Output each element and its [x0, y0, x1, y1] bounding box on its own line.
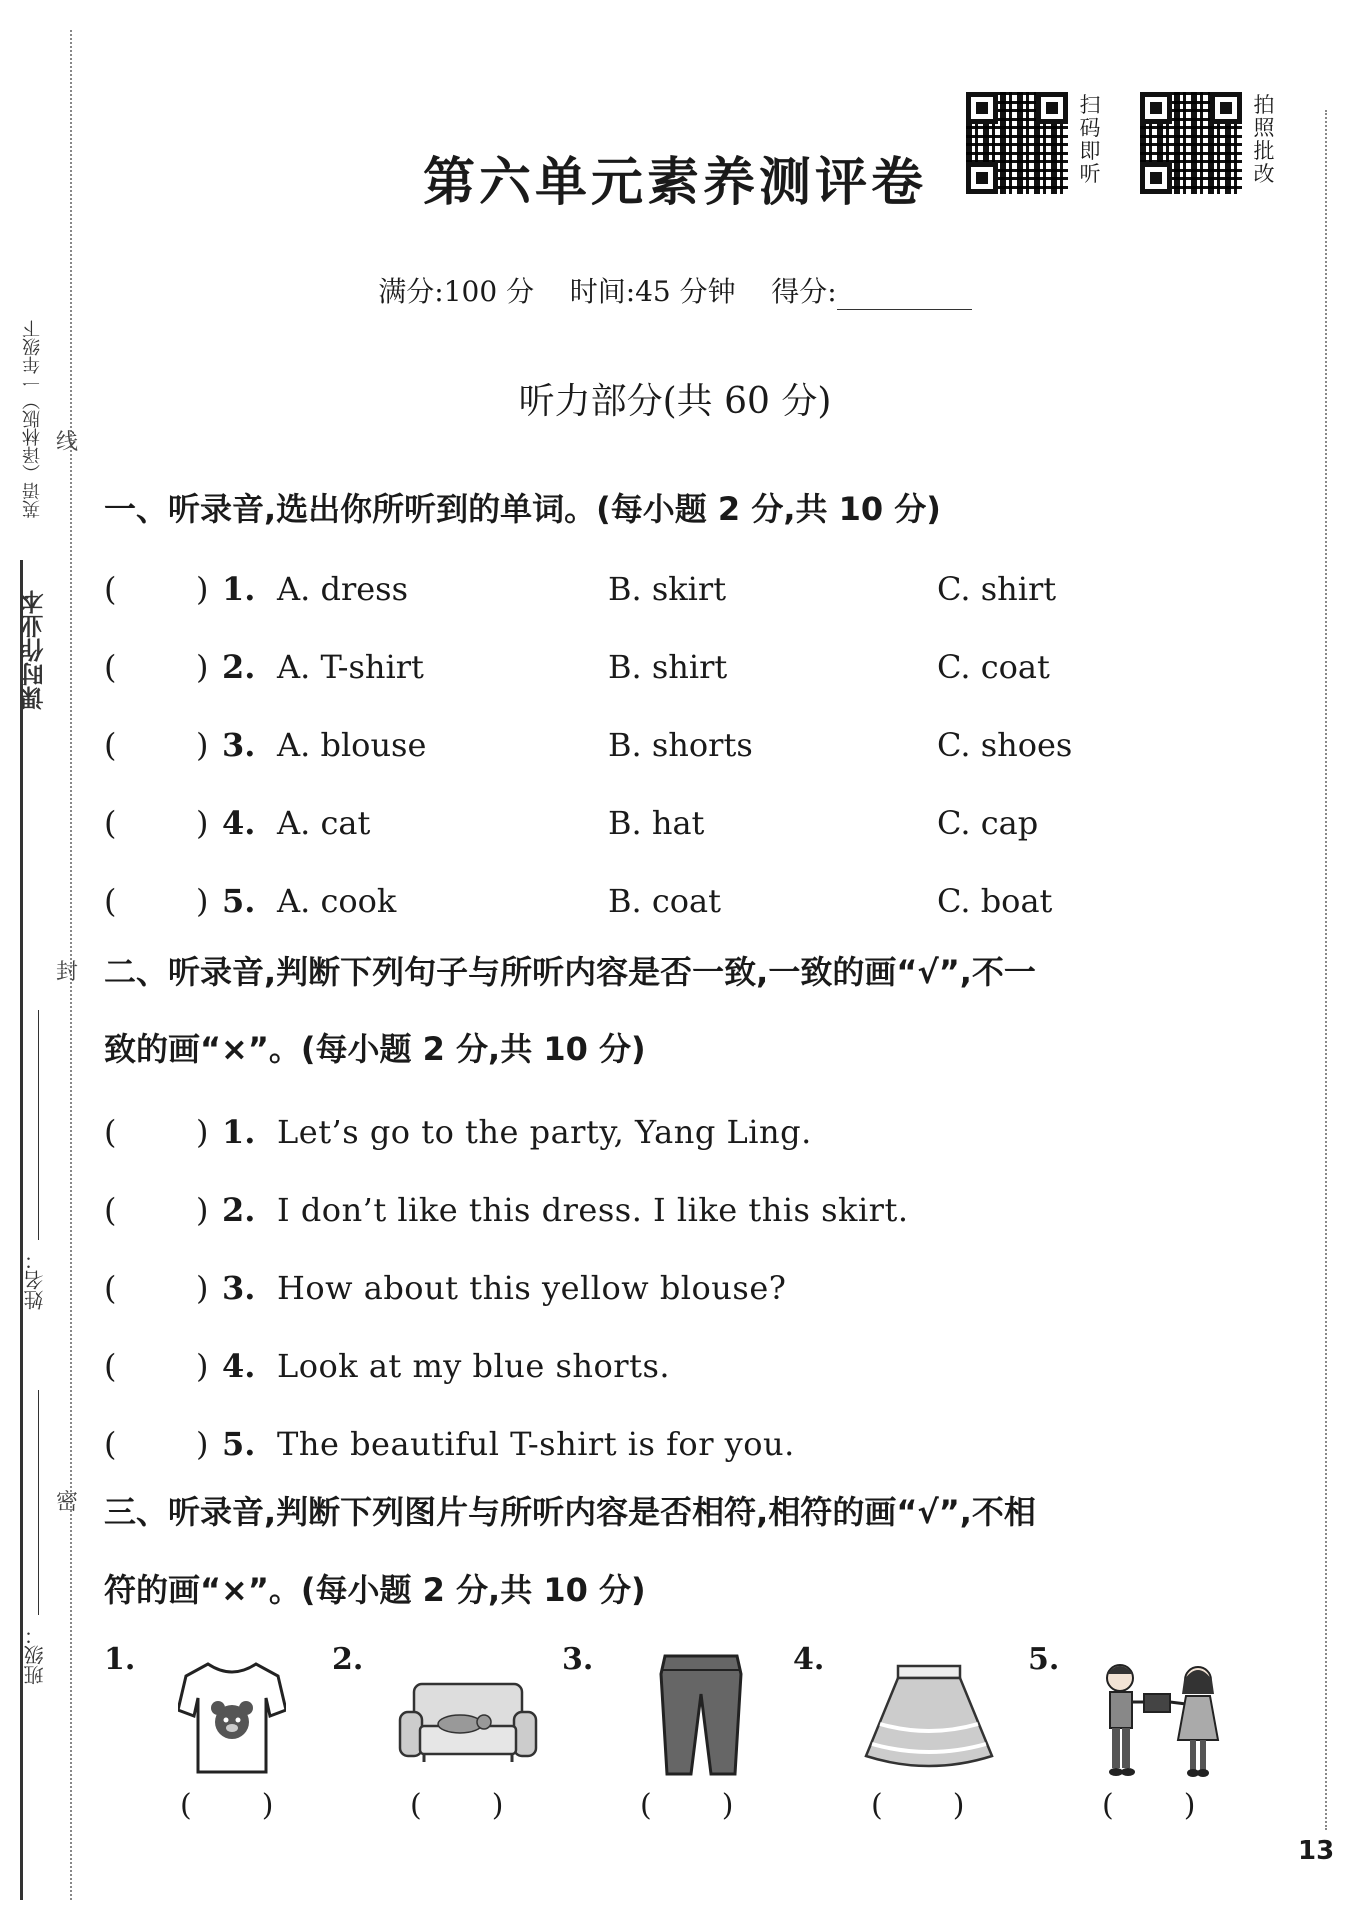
answer-blank-open[interactable]: ( [104, 726, 117, 764]
section1-heading: 一、听录音,选出你所听到的单词。(每小题 2 分,共 10 分) [104, 490, 941, 528]
answer-blank-open[interactable]: ( [104, 1425, 117, 1463]
option-c: C. shoes [937, 726, 1073, 764]
option-b: B. shirt [608, 648, 728, 686]
answer-blank-open[interactable]: ( [104, 1191, 117, 1229]
question-number: 4. [222, 1347, 256, 1385]
option-a: A. cat [277, 804, 371, 842]
cut-mark-line: 线 [56, 430, 79, 455]
qr-photo-label: 拍 照 批 改 [1253, 93, 1275, 186]
question-number: 2. [222, 1191, 256, 1229]
cut-mark-secret: 密 [56, 1490, 79, 1515]
option-b: B. skirt [608, 570, 727, 608]
picture-number-4: 4. [793, 1642, 825, 1677]
answer-blank-open[interactable]: ( [104, 1113, 117, 1151]
option-a: A. cook [277, 882, 397, 920]
name-label: 姓名： [23, 1250, 47, 1310]
option-b: B. hat [608, 804, 705, 842]
section3-heading-line2: 符的画“×”。(每小题 2 分,共 10 分) [104, 1571, 646, 1609]
answer-blank-open[interactable]: ( [104, 570, 117, 608]
trousers-icon [655, 1654, 747, 1778]
answer-blank-open[interactable]: ( [104, 882, 117, 920]
question-number: 2. [222, 648, 256, 686]
answer-blank-close[interactable]: ) [196, 570, 209, 608]
answer-blank-close[interactable]: ) [196, 726, 209, 764]
answer-blank-close[interactable]: ) [196, 1269, 209, 1307]
page-title: 第六单元素养测评卷 [422, 152, 927, 213]
option-a: A. dress [277, 570, 409, 608]
cut-mark-seal: 封 [56, 960, 79, 985]
question-sentence: Look at my blue shorts. [277, 1347, 671, 1385]
right-dotted-line [1325, 110, 1327, 1830]
question-number: 1. [222, 570, 256, 608]
question-sentence: How about this yellow blouse? [277, 1269, 787, 1307]
question-number: 3. [222, 726, 256, 764]
option-c: C. coat [937, 648, 1050, 686]
question-number: 5. [222, 882, 256, 920]
full-score: 满分:100 分 [378, 275, 535, 308]
question-number: 5. [222, 1425, 256, 1463]
answer-blank-close[interactable]: ) [196, 1347, 209, 1385]
exam-time: 时间:45 分钟 [569, 275, 736, 308]
qr-scan-label: 扫 码 即 听 [1079, 93, 1101, 186]
answer-blank-close[interactable]: ) [196, 1191, 209, 1229]
children-giving-gift-icon [1098, 1660, 1230, 1786]
picture-answer-2[interactable]: ( ) [410, 1788, 504, 1823]
exam-meta [0, 270, 1350, 310]
name-blank [38, 1010, 39, 1240]
sofa-with-cat-icon [398, 1680, 538, 1764]
picture-answer-1[interactable]: ( ) [180, 1788, 274, 1823]
question-sentence: I don’t like this dress. I like this skirt. [277, 1191, 909, 1229]
option-c: C. cap [937, 804, 1039, 842]
part-title: 听力部分(共 60 分) [518, 381, 832, 422]
picture-answer-5[interactable]: ( ) [1102, 1788, 1196, 1823]
margin-book-label: 课时作业本 [20, 590, 48, 710]
section2-heading-line1: 二、听录音,判断下列句子与所听内容是否一致,一致的画“√”,不一 [104, 953, 1036, 991]
answer-blank-close[interactable]: ) [196, 804, 209, 842]
answer-blank-close[interactable]: ) [196, 1425, 209, 1463]
picture-answer-4[interactable]: ( ) [871, 1788, 965, 1823]
option-a: A. T-shirt [277, 648, 424, 686]
question-number: 1. [222, 1113, 256, 1151]
page-number: 13 [1298, 1836, 1335, 1866]
margin-subject-label: 英语（译林版）一年级下 [22, 320, 43, 518]
option-c: C. boat [937, 882, 1053, 920]
picture-number-1: 1. [104, 1642, 136, 1677]
margin-left-rule [20, 560, 23, 1900]
score-blank[interactable] [837, 285, 972, 310]
option-b: B. shorts [608, 726, 753, 764]
picture-answer-3[interactable]: ( ) [640, 1788, 734, 1823]
option-a: A. blouse [277, 726, 427, 764]
answer-blank-open[interactable]: ( [104, 648, 117, 686]
section2-heading-line2: 致的画“×”。(每小题 2 分,共 10 分) [104, 1030, 646, 1068]
qr-code-photo-icon [1140, 92, 1242, 194]
answer-blank-open[interactable]: ( [104, 1347, 117, 1385]
option-b: B. coat [608, 882, 721, 920]
question-number: 4. [222, 804, 256, 842]
answer-blank-close[interactable]: ) [196, 882, 209, 920]
question-number: 3. [222, 1269, 256, 1307]
score-label: 得分: [771, 275, 837, 308]
answer-blank-open[interactable]: ( [104, 804, 117, 842]
qr-code-scan-icon [966, 92, 1068, 194]
skirt-icon [862, 1664, 996, 1774]
answer-blank-close[interactable]: ) [196, 648, 209, 686]
picture-number-5: 5. [1028, 1642, 1060, 1677]
answer-blank-close[interactable]: ) [196, 1113, 209, 1151]
section3-heading-line1: 三、听录音,判断下列图片与所听内容是否相符,相符的画“√”,不相 [104, 1493, 1036, 1531]
class-label: 班级： [23, 1625, 47, 1685]
class-blank [38, 1390, 39, 1615]
picture-number-3: 3. [562, 1642, 594, 1677]
answer-blank-open[interactable]: ( [104, 1269, 117, 1307]
picture-number-2: 2. [332, 1642, 364, 1677]
option-c: C. shirt [937, 570, 1057, 608]
t-shirt-with-bear-icon [178, 1658, 286, 1776]
question-sentence: The beautiful T-shirt is for you. [277, 1425, 795, 1463]
question-sentence: Let’s go to the party, Yang Ling. [277, 1113, 812, 1151]
